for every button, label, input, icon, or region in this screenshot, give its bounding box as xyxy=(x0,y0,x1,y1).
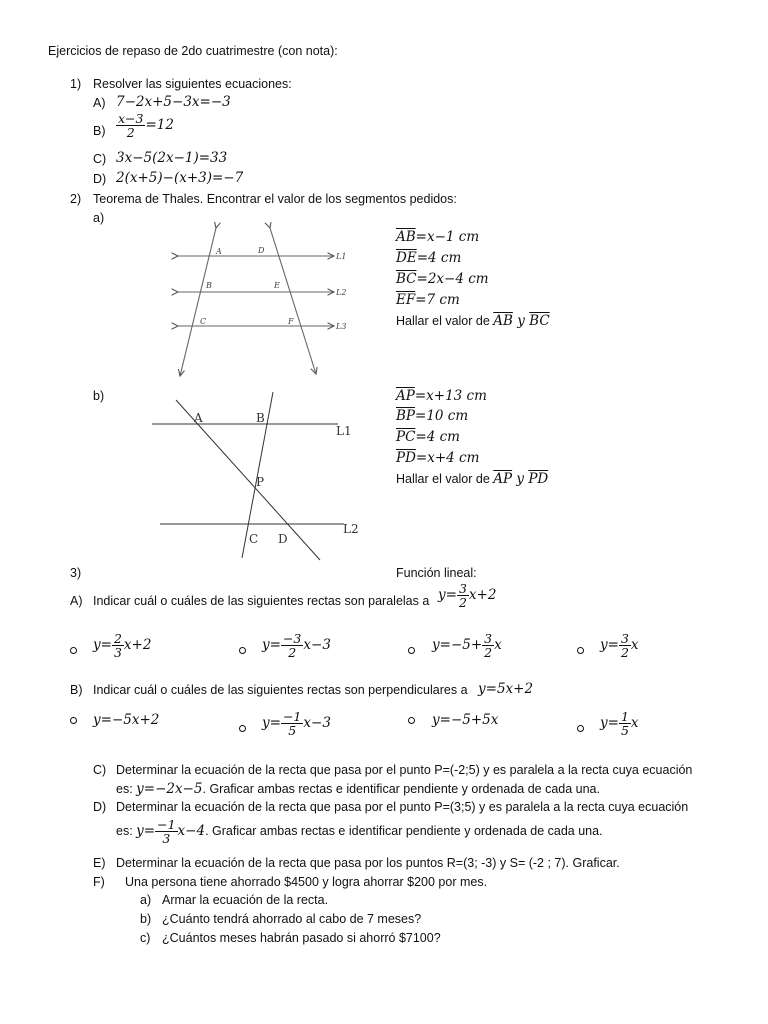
thales-figure-b xyxy=(150,390,365,570)
given-bc: $\overline{BC}=2x-4$ cm xyxy=(396,271,489,287)
page-title: Ejercicios de repaso de 2do cuatrimestre (con nota): xyxy=(48,44,338,58)
given-de: $\overline{DE}=4$ cm xyxy=(396,250,462,266)
ex3-a-option-1: y= $\frac{2}{3}$ x+2 xyxy=(93,631,152,661)
ex3-f-sub-a-text: Armar la ecuación de la recta. xyxy=(162,893,329,907)
ex3-b-option-4: y= $\frac{1}{5}$ x xyxy=(600,709,639,739)
ex1-item-c-label: C) xyxy=(93,152,107,166)
point-label: F xyxy=(288,317,294,326)
bullet-icon xyxy=(239,725,246,732)
line-label: L2 xyxy=(336,288,347,297)
ex3-a-option-3: y=−5+ $\frac{3}{2}$ x xyxy=(432,631,502,661)
given-ef: $\overline{EF}=7$ cm xyxy=(396,292,460,308)
equation-rest: =12 xyxy=(145,116,174,133)
ex3-e-label: E) xyxy=(93,856,106,870)
ex3-f-sub-b-label: b) xyxy=(140,912,152,926)
ex3-b-option-3: y=−5+5x xyxy=(432,712,499,728)
ex1-item-a-equation: 7−2x+5−3x=−3 xyxy=(116,94,231,110)
ex1-heading: Resolver las siguientes ecuaciones: xyxy=(93,77,292,91)
ex3-f-label: F) xyxy=(93,875,105,889)
ex3-d-text-line2: es: y= $\frac{-1}{3}$ x−4. Graficar ambas rectas e identificar pendiente y ordenada de cada una. xyxy=(116,817,603,847)
ex1-item-c-equation: 3x−5(2x−1)=33 xyxy=(116,150,228,166)
ex3-d-text: Determinar la ecuación de la recta que pasa por el punto P=(3;5) y es paralela a la recta cuya ecuación xyxy=(116,800,689,814)
point-label: D xyxy=(258,246,265,255)
ex3-a-label: A) xyxy=(70,594,83,608)
ex3-f-text: Una persona tiene ahorrado $4500 y logra ahorrar $200 por mes. xyxy=(125,875,488,889)
given-bp: $\overline{BP}=10$ cm xyxy=(396,408,469,424)
line-label: L2 xyxy=(343,522,359,536)
ex3-c-text-line2: es: y=−2x−5. Graficar ambas rectas e identificar pendiente y ordenada de cada una. xyxy=(116,781,600,797)
ex3-f-sub-c-text: ¿Cuántos meses habrán pasado si ahorró $7100? xyxy=(162,931,441,945)
ex3-a-reference-equation: y= $\frac{3}{2}$ x+2 xyxy=(438,581,497,611)
given-pc: $\overline{PC}=4$ cm xyxy=(396,429,460,445)
point-label: A xyxy=(216,247,222,256)
bullet-icon xyxy=(408,647,415,654)
ex3-b-option-1: y=−5x+2 xyxy=(93,712,160,728)
find-text-a: Hallar el valor de $\overline{AB}$ y $\overline{BC}$ xyxy=(396,313,550,329)
given-ab: $\overline{AB}=x-1$ cm xyxy=(396,229,480,245)
ex1-item-d-label: D) xyxy=(93,172,107,186)
find-text-b: Hallar el valor de $\overline{AP}$ y $\overline{PD}$ xyxy=(396,471,549,487)
bullet-icon xyxy=(239,647,246,654)
ex3-a-option-2: y= $\frac{-3}{2}$ x−3 xyxy=(262,631,331,661)
point-label: A xyxy=(194,411,203,425)
ex3-f-sub-a-label: a) xyxy=(140,893,152,907)
ex2-a-label: a) xyxy=(93,211,105,225)
point-label: C xyxy=(200,317,207,326)
line-label: L1 xyxy=(336,424,352,438)
bullet-icon xyxy=(577,725,584,732)
given-pd: $\overline{PD}=x+4$ cm xyxy=(396,450,480,466)
point-label: C xyxy=(249,532,259,546)
ex1-item-d-equation: 2(x+5)−(x+3)=−7 xyxy=(116,170,244,186)
point-label: B xyxy=(256,411,265,425)
fraction-numerator: x−3 xyxy=(118,111,144,126)
ex3-b-text: Indicar cuál o cuáles de las siguientes rectas son perpendiculares a xyxy=(93,683,468,697)
fraction-denominator: 2 xyxy=(126,125,135,141)
ex2-heading: Teorema de Thales. Encontrar el valor de los segmentos pedidos: xyxy=(93,192,457,206)
ex2-number: 2) xyxy=(70,192,82,206)
transversal-line-1 xyxy=(180,228,216,376)
ex1-item-b-label: B) xyxy=(93,124,106,138)
ex3-heading: Función lineal: xyxy=(396,566,477,580)
ex1-number: 1) xyxy=(70,77,82,91)
given-ap: $\overline{AP}=x+13$ cm xyxy=(396,388,487,404)
point-label: P xyxy=(256,475,265,489)
ex3-b-reference-equation: y=5x+2 xyxy=(478,681,534,697)
ex3-f-sub-b-text: ¿Cuánto tendrá ahorrado al cabo de 7 meses? xyxy=(162,912,422,926)
point-label: E xyxy=(274,281,280,290)
ex3-c-text: Determinar la ecuación de la recta que pasa por el punto P=(-2;5) y es paralela a la recta cuya ecuación xyxy=(116,763,693,777)
ex3-d-label: D) xyxy=(93,800,107,814)
ex3-c-label: C) xyxy=(93,763,107,777)
bullet-icon xyxy=(577,647,584,654)
ex3-a-option-4: y= $\frac{3}{2}$ x xyxy=(600,631,639,661)
bullet-icon xyxy=(408,717,415,724)
ex3-b-option-2: y= $\frac{-1}{5}$ x−3 xyxy=(262,709,331,739)
line-label: L3 xyxy=(336,322,347,331)
transversal-line-2 xyxy=(270,228,316,374)
thales-figure-a xyxy=(160,222,360,382)
ex3-e-text: Determinar la ecuación de la recta que pasa por los puntos R=(3; -3) y S= (-2 ; 7). Graficar. xyxy=(116,856,620,870)
ex3-b-label: B) xyxy=(70,683,83,697)
ex3-number: 3) xyxy=(70,566,82,580)
point-label: D xyxy=(278,532,288,546)
ex2-b-label: b) xyxy=(93,389,105,403)
bullet-icon xyxy=(70,647,77,654)
ex3-f-sub-c-label: c) xyxy=(140,931,151,945)
point-label: B xyxy=(206,281,212,290)
ex1-item-b-equation xyxy=(116,112,174,139)
ex3-a-text: Indicar cuál o cuáles de las siguientes rectas son paralelas a xyxy=(93,594,430,608)
ex1-item-a-label: A) xyxy=(93,96,106,110)
bullet-icon xyxy=(70,717,77,724)
line-label: L1 xyxy=(336,252,347,261)
